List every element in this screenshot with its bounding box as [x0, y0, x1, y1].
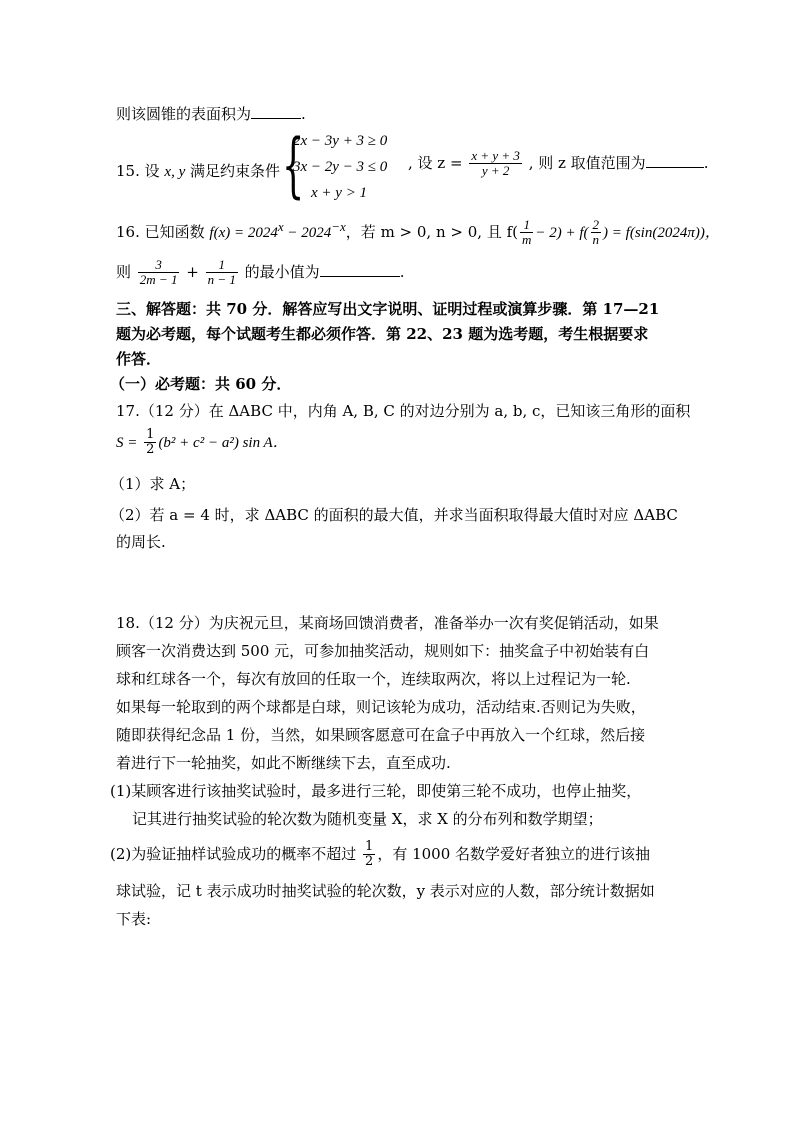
q18-l9-prefix: (2)为验证抽样试验成功的概率不超过 — [110, 844, 357, 863]
q17-line1: 17.（12 分）在 ΔABC 中，内角 A, B, C 的对边分别为 a, b, c，已知该三角形的面积 — [116, 402, 691, 420]
q15-vars: x, y — [164, 164, 186, 180]
f2-after: ) = f(sin(2024π))， — [603, 224, 720, 241]
q16-fx: f(x) = 2024 — [209, 224, 278, 241]
q17-part2: （2）若 a = 4 时，求 ΔABC 的面积的最大值，并求当面积取得最大值时对应 ΔABC — [110, 506, 678, 524]
system-brace: { — [282, 124, 305, 206]
q15-number: 15. 设 — [116, 162, 160, 180]
f1-after: − 2) + f( — [535, 224, 589, 241]
s-num: 1 — [146, 427, 155, 442]
section3-line3: 作答． — [116, 350, 162, 368]
q18-line6: 着进行下一轮抽奖，如此不断继续下去，直至成功. — [116, 754, 451, 772]
z-numerator: x + y + 3 — [471, 148, 520, 163]
q18-line3: 球和红球各一个，每次有放回的任取一个，连续取两次，将以上过程记为一轮. — [116, 670, 631, 688]
q16-sup2: −x — [331, 218, 346, 234]
q16-line1 — [116, 218, 720, 248]
z-denominator: y + 2 — [481, 163, 510, 179]
q18-line2: 顾客一次消费达到 500 元，可参加抽奖活动，规则如下：抽奖盒子中初始装有白 — [116, 642, 650, 660]
q18-line8: 记其进行抽奖试验的轮次数为随机变量 X，求 X 的分布列和数学期望； — [132, 810, 603, 828]
q15-end: . — [703, 153, 709, 172]
half-den: 2 — [365, 854, 374, 870]
q15-set-z: , 设 z = — [408, 153, 463, 172]
s-after: (b² + c² − a²) sin A． — [158, 434, 288, 451]
f1-num: 1 — [520, 218, 533, 233]
f2-num: 2 — [592, 217, 600, 232]
constraint-3: x + y > 1 — [311, 185, 368, 201]
q18-line4: 如果每一轮取到的两个球都是白球，则记该轮为成功，活动结束.否则记为失败， — [116, 698, 646, 716]
q18-line7: (1)某顾客进行该抽奖试验时，最多进行三轮，即使第三轮不成功，也停止抽奖， — [110, 782, 642, 800]
answer-blank — [646, 153, 704, 168]
q15-suffix: , 则 z 取值范围为 — [528, 153, 646, 172]
f2-den: n — [592, 232, 600, 248]
q15-mid: 满足约束条件 — [190, 162, 281, 180]
plus: + — [186, 262, 199, 281]
b-den: n − 1 — [207, 272, 236, 288]
cone-line: 则该圆锥的表面积为 . — [116, 105, 306, 123]
half-num: 1 — [365, 839, 374, 854]
q16-then: 则 — [116, 262, 132, 281]
answer-blank — [251, 104, 301, 119]
s-den: 2 — [146, 442, 155, 458]
answer-blank — [320, 262, 400, 277]
q17-part1: （1）求 A； — [110, 475, 196, 493]
q15-prefix-line — [116, 160, 280, 181]
q16-sup1: x — [277, 218, 284, 234]
a-num: 3 — [138, 258, 180, 273]
s-prefix: S = — [116, 434, 138, 451]
constraint-2: 3x − 2y − 3 ≤ 0 — [293, 159, 388, 175]
a-den: 2m − 1 — [139, 272, 178, 288]
b-num: 1 — [206, 258, 238, 273]
q16-suffix: 的最小值为 — [244, 262, 320, 281]
f1-den: m — [522, 232, 532, 248]
q18-line10: 球试验，记 t 表示成功时抽奖试验的轮次数，y 表示对应的人数，部分统计数据如 — [116, 882, 655, 900]
q16-prefix: 16. 已知函数 — [116, 222, 205, 241]
section3-subheading: （一）必考题：共 60 分． — [110, 375, 292, 393]
constraint-1: 2x − 3y + 3 ≥ 0 — [293, 133, 388, 149]
q18-line5: 随即获得纪念品 1 份，当然，如果顾客愿意可在盒子中再放入一个红球，然后接 — [116, 726, 646, 744]
section3-line2: 题为必考题，每个试题考生都必须作答．第 22、23 题为选考题，考生根据要求 — [116, 325, 649, 343]
q18-line1: 18.（12 分）为庆祝元旦，某商场回馈消费者，准备举办一次有奖促销活动，如果 — [116, 614, 659, 632]
q16-cond: ，若 m > 0, n > 0, 且 f( — [345, 222, 518, 241]
section3-line1: 三、解答题：共 70 分．解答应写出文字说明、证明过程或演算步骤．第 17—21 — [116, 300, 660, 318]
q17-part2-cont: 的周长. — [116, 533, 166, 551]
q17-formula — [116, 428, 288, 458]
q15-z-expr — [408, 149, 708, 179]
q16-line2 — [116, 258, 404, 288]
q16-end: . — [399, 262, 405, 281]
cone-text: 则该圆锥的表面积为 — [116, 105, 252, 123]
q18-l9-suffix: ，有 1000 名数学爱好者独立的进行该抽 — [377, 844, 651, 863]
q18-line11: 下表: — [116, 910, 152, 928]
q16-minus: − 2024 — [283, 224, 332, 241]
q18-line9 — [110, 840, 650, 870]
